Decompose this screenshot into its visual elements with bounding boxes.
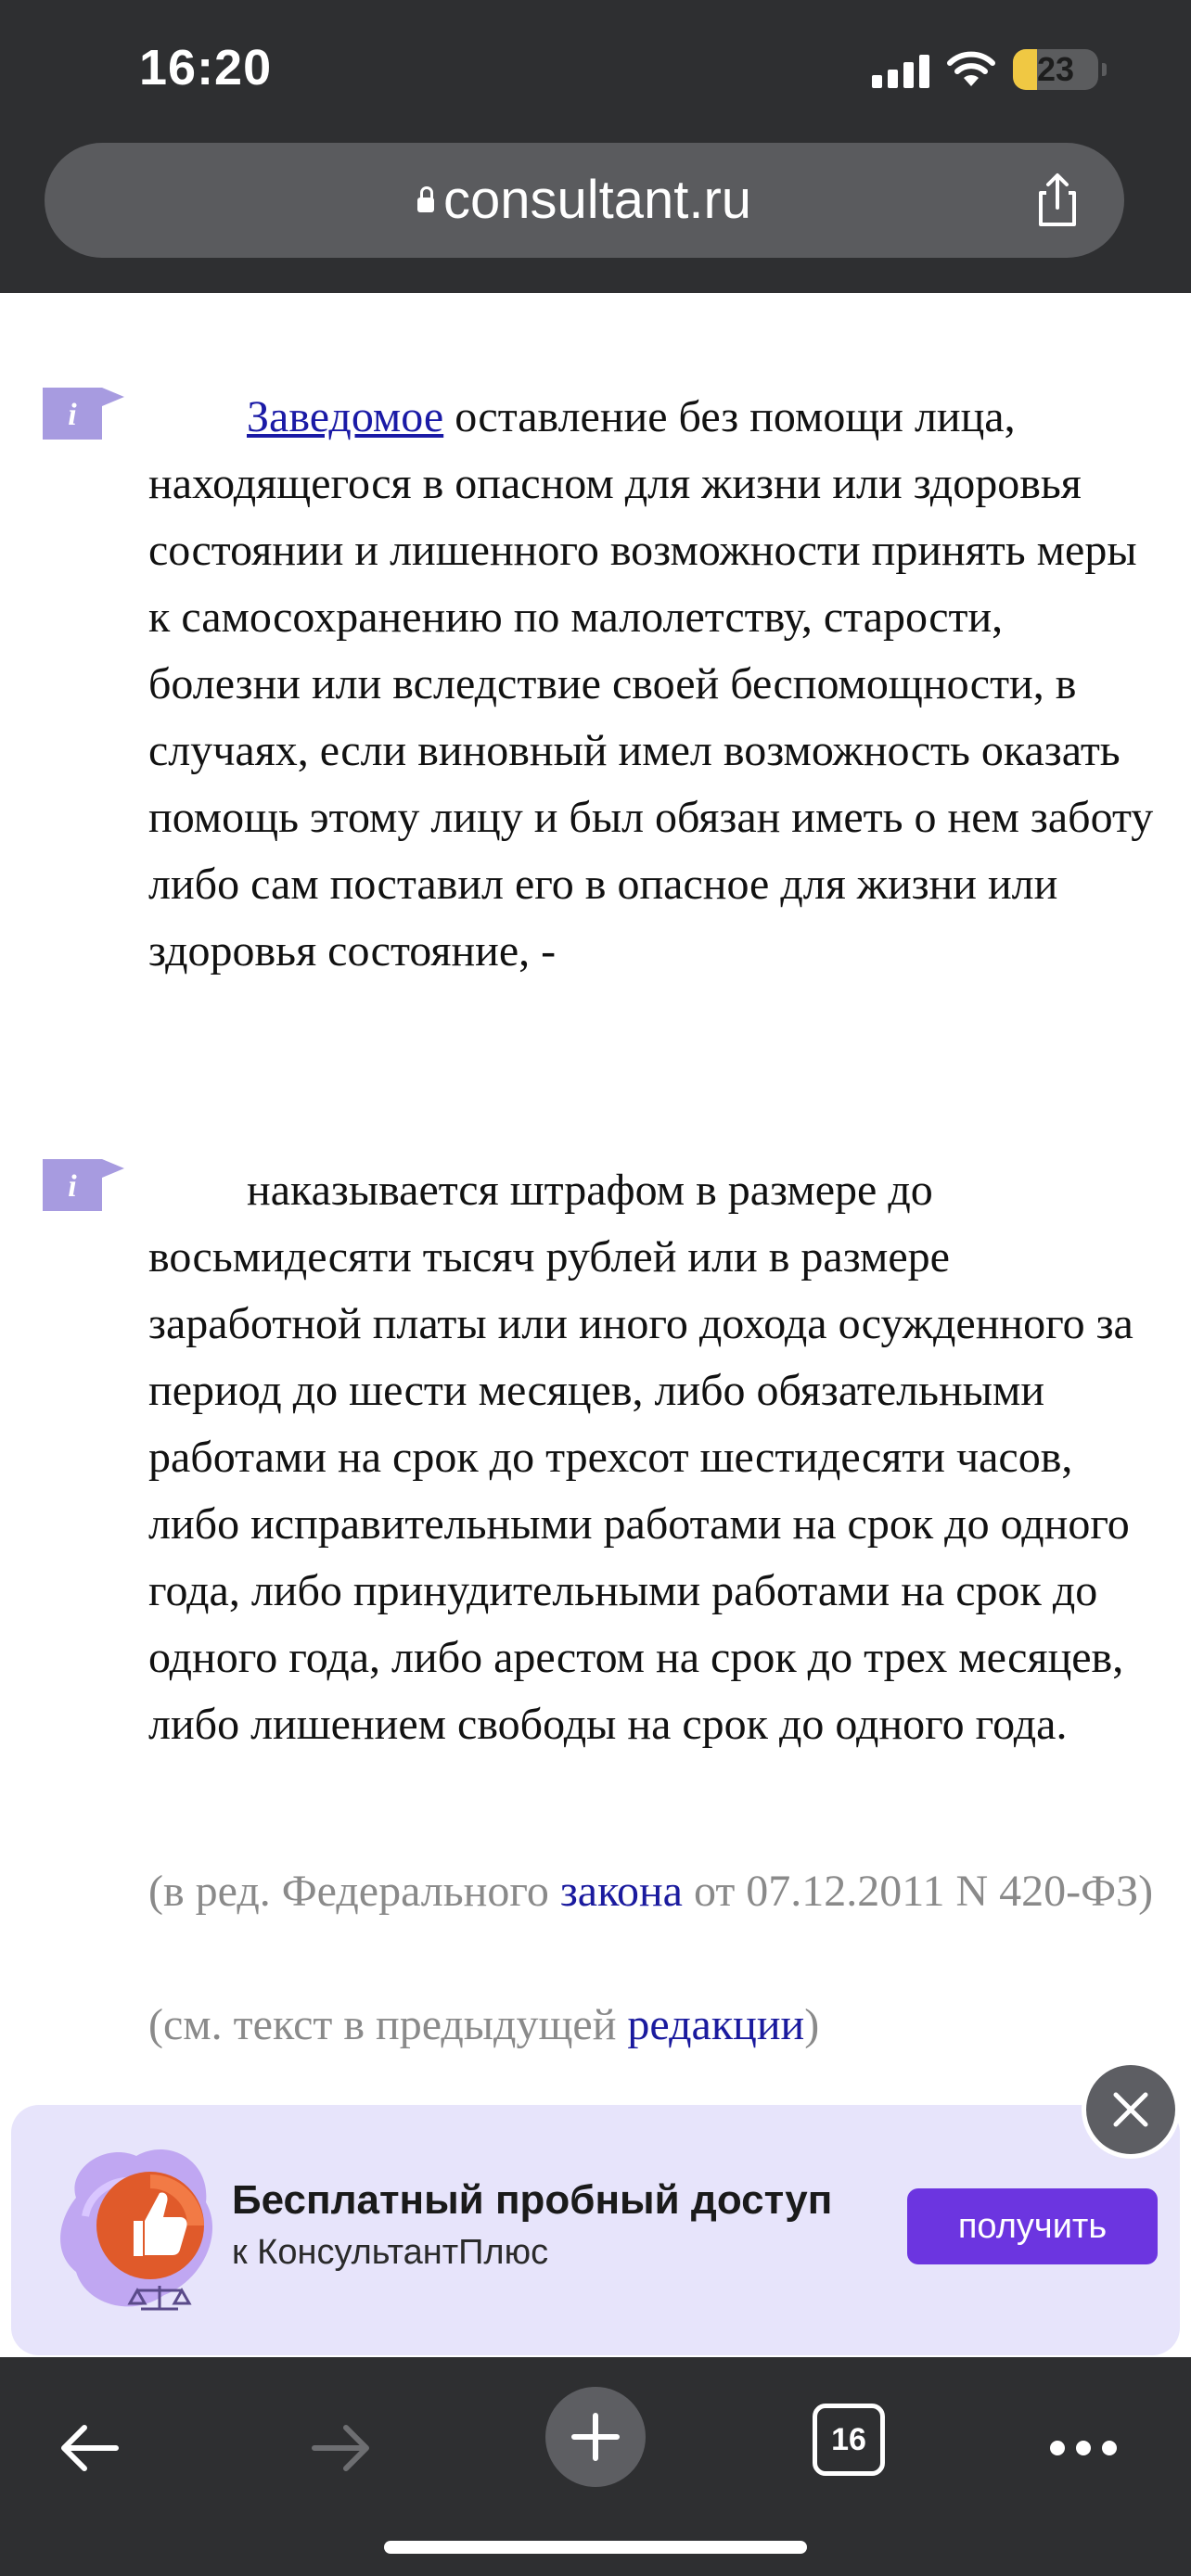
article-content	[0, 293, 1191, 2111]
back-button[interactable]	[45, 2404, 134, 2493]
home-indicator[interactable]	[384, 2541, 807, 2554]
get-access-button[interactable]: получить	[907, 2188, 1158, 2264]
zavedomoe-link[interactable]: Заведомое	[247, 392, 444, 441]
share-icon[interactable]	[1028, 171, 1087, 230]
promo-banner[interactable]	[11, 2105, 1180, 2355]
promo-title: Бесплатный пробный доступ	[232, 2177, 833, 2223]
url-display[interactable]	[45, 169, 1124, 231]
tabs-button[interactable]	[813, 2404, 885, 2476]
url-domain: consultant.ru	[442, 170, 752, 230]
thumbs-up-badge-icon	[48, 2133, 243, 2337]
more-icon	[1048, 2439, 1119, 2457]
new-tab-icon	[570, 2412, 621, 2462]
paragraph-1-text: оставление без помощи лица, находящегося в опасном для жизни или здоровья состоянии и лишенного возможности принять меры к самосохранению по малолетству, старости, болезни или вследствие своей беспомощности, в случаях, если виновный имел возможность оказать помощь этому лицу и был обязан иметь о нем заботу либо сам поставил его в опасное для жизни или здоровья состояние, -	[148, 392, 1154, 976]
tabs-count: 16	[831, 2421, 866, 2457]
forward-button[interactable]	[297, 2404, 386, 2493]
previous-edition-link[interactable]: редакции	[627, 2000, 805, 2049]
cellular-signal-icon	[872, 51, 929, 88]
svg-text:i: i	[68, 398, 77, 432]
address-bar[interactable]	[45, 143, 1124, 258]
info-icon[interactable]	[43, 1155, 128, 1215]
info-icon[interactable]	[43, 384, 128, 443]
law-link[interactable]: закона	[559, 1867, 683, 1916]
lock-icon	[417, 198, 434, 212]
previous-edition-note: (см. текст в предыдущей редакции)	[148, 2000, 820, 2049]
article-paragraph-1	[148, 384, 1159, 985]
battery-percent: 23	[1036, 50, 1075, 88]
status-time: 16:20	[139, 40, 273, 96]
article-paragraph-2	[148, 1157, 1159, 1758]
paragraph-2-text: наказывается штрафом в размере до восьмидесяти тысяч рублей или в размере заработной платы или иного дохода осужденного за период до шести месяцев, либо обязательными работами на срок до трехсот шестидесяти часов, либо исправительными работами на срок до одного года, либо принудительными работами на срок до одного года, либо арестом на срок до трех месяцев, либо лишением свободы на срок до одного года.	[148, 1166, 1133, 1749]
status-icons	[872, 45, 1098, 95]
new-tab-button[interactable]	[545, 2387, 646, 2487]
edition-note: (в ред. Федерального закона от 07.12.2011 N 420-ФЗ)	[148, 1867, 1154, 1916]
browser-toolbar	[0, 2357, 1191, 2576]
more-button[interactable]	[1039, 2404, 1128, 2493]
close-banner-button[interactable]	[1082, 2060, 1180, 2159]
promo-subtitle: к КонсультантПлюс	[232, 2233, 549, 2272]
back-icon	[57, 2420, 122, 2476]
svg-text:i: i	[68, 1169, 77, 1204]
wifi-icon	[946, 51, 996, 88]
close-icon	[1112, 2091, 1149, 2128]
battery-icon	[1013, 49, 1098, 90]
browser-top-bar	[0, 0, 1191, 293]
forward-icon	[309, 2420, 374, 2476]
